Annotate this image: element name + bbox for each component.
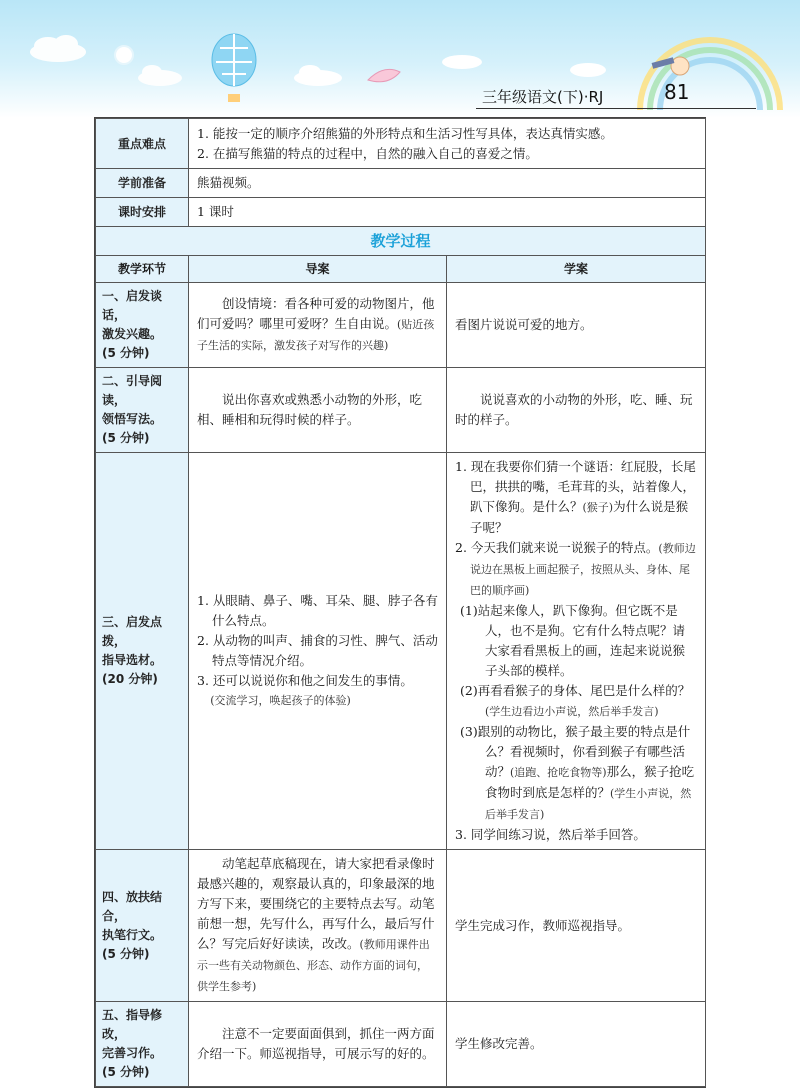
study-note: (追跑、抢吃食物等) (510, 766, 607, 779)
hot-air-balloon-icon (212, 34, 256, 102)
prep-label: 学前准备 (96, 169, 189, 198)
study-subitem (455, 722, 697, 825)
study-text: 那么，猴子抢吃食物时到底是怎样的？ (485, 764, 695, 800)
guide-note: (教师用课件出示一些有关动物颜色、形态、动作方面的词句，供学生参考) (197, 938, 430, 993)
table-row (96, 283, 706, 368)
study-cell: 学生修改完善。 (447, 1002, 706, 1087)
guide-note: (交流学习，唤起孩子的体验) (210, 694, 351, 707)
guide-text: 动笔起草底稿现在，请大家把看录像时最感兴趣的，观察最认真的，印象最深的地方写下来，要围绕它的主要特点去写。动笔前想一想，先写什么，再写什么，最后写什么？写完后好好读读，改改。 (197, 856, 435, 951)
sun-icon (115, 46, 133, 64)
col-guide-header: 导案 (189, 256, 447, 283)
course-label: 三年级语文(下)·RJ (482, 88, 604, 106)
stage-subtitle: 领悟写法。 (102, 412, 163, 426)
study-cell: 看图片说说可爱的地方。 (447, 283, 706, 368)
guide-note: (贴近孩子生活的实际，激发孩子对写作的兴趣) (197, 318, 435, 352)
process-title: 教学过程 (96, 227, 706, 256)
process-title-row (96, 227, 706, 256)
stage-cell (96, 1002, 189, 1087)
guide-cell: 说出你喜欢或熟悉小动物的外形，吃相、睡相和玩得时候的样子。 (189, 368, 447, 453)
stage-duration: (5 分钟) (102, 946, 150, 961)
key-point-item: 2. 在描写熊猫的特点的过程中，自然的融入自己的喜爱之情。 (197, 145, 538, 161)
cloud-icon (294, 65, 342, 86)
study-note: (教师边说边在黑板上画起猴子，按照从头、身体、尾巴的顺序画) (470, 542, 696, 597)
header-banner (0, 0, 800, 118)
study-note: (学生小声说，然后举手发言) (485, 787, 692, 821)
study-subitem (455, 681, 697, 722)
study-text: 1. 现在我要你们猜一个谜语：红屁股，长尾巴，拱拱的嘴，毛茸茸的头，站着像人，趴下像狗。是什么？ (455, 459, 696, 514)
stage-subtitle: 激发兴趣。 (102, 327, 163, 341)
guide-item: 2. 从动物的叫声、捕食的习性、脾气、活动特点等情况介绍。 (197, 633, 438, 668)
table-row (96, 368, 706, 453)
cloud-icon (442, 55, 606, 77)
kite-icon (368, 69, 400, 81)
study-cell (447, 453, 706, 850)
time-label: 课时安排 (96, 198, 189, 227)
table-row (96, 850, 706, 1002)
page-number: 81 (664, 80, 690, 104)
stage-cell (96, 453, 189, 850)
key-points-row (96, 119, 706, 169)
study-text: (3)跟别的动物比，猴子最主要的特点是什么？看视频时，你看到猴子有哪些活动？ (460, 724, 691, 779)
guide-item: 3. 还可以说说你和他之间发生的事情。 (197, 673, 413, 688)
stage-subtitle: 完善习作。 (102, 1046, 163, 1060)
study-item (455, 538, 697, 601)
stage-duration: (20 分钟) (102, 672, 158, 686)
stage-title: 一、启发谈话， (102, 289, 163, 322)
stage-title: 三、启发点拨， (102, 615, 163, 648)
prep-row (96, 169, 706, 198)
prep-content: 熊猫视频。 (189, 169, 706, 198)
col-stage-header: 教学环节 (96, 256, 189, 283)
stage-duration: (5 分钟) (102, 431, 150, 445)
study-subitem: (1)站起来像人，趴下像狗。但它既不是人，也不是狗。它有什么特点呢？请大家看看黑板上的画，连起来说说猴子头部的模样。 (460, 603, 686, 678)
cloud-icon (138, 65, 182, 86)
key-point-item: 1. 能按一定的顺序介绍熊猫的外形特点和生活习性写具体，表达真情实感。 (197, 125, 613, 141)
table-row (96, 453, 706, 850)
stage-title: 二、引导阅读， (102, 374, 163, 407)
table-row (96, 1002, 706, 1087)
stage-title: 四、放扶结合， (102, 889, 163, 923)
study-item: 3. 同学间练习说，然后举手回答。 (455, 827, 646, 842)
guide-cell (189, 283, 447, 368)
study-cell: 学生完成习作，教师巡视指导。 (447, 850, 706, 1002)
stage-cell (96, 283, 189, 368)
study-text: 2. 今天我们就来说一说猴子的特点。 (455, 540, 659, 555)
stage-title: 五、指导修改， (102, 1008, 163, 1041)
guide-cell (189, 850, 447, 1002)
column-header-row (96, 256, 706, 283)
time-row (96, 198, 706, 227)
study-text: 为什么说是猴子呢？ (470, 499, 689, 535)
key-points-content (189, 119, 706, 169)
stage-duration: (5 分钟) (102, 1065, 150, 1079)
study-note: (猴子) (582, 501, 614, 514)
stage-cell (96, 368, 189, 453)
header-divider (476, 108, 756, 109)
rainbow-icon (640, 40, 780, 110)
stage-subtitle: 执笔行文。 (102, 927, 163, 942)
stage-duration: (5 分钟) (102, 346, 150, 360)
guide-cell: 注意不一定要面面俱到，抓住一两方面介绍一下。师巡视指导，可展示写的好的。 (189, 1002, 447, 1087)
col-study-header: 学案 (447, 256, 706, 283)
study-note: (学生边看边小声说，然后举手发言) (485, 705, 659, 718)
guide-cell (189, 453, 447, 850)
study-text: (2)再看看猴子的身体、尾巴是什么样的？ (460, 683, 691, 698)
cloud-icon (30, 35, 86, 62)
stage-subtitle: 指导选材。 (102, 653, 163, 667)
guide-item: 1. 从眼睛、鼻子、嘴、耳朵、腿、脖子各有什么特点。 (197, 593, 438, 628)
study-item (455, 457, 697, 538)
key-points-label: 重点难点 (96, 119, 189, 169)
lesson-plan-table (94, 117, 706, 1088)
study-cell: 说说喜欢的小动物的外形，吃、睡、玩时的样子。 (447, 368, 706, 453)
guide-text: 创设情境：看各种可爱的动物图片，他们可爱吗？哪里可爱呀？生自由说。 (197, 296, 435, 331)
time-content: 1 课时 (189, 198, 706, 227)
stage-cell (96, 850, 189, 1002)
